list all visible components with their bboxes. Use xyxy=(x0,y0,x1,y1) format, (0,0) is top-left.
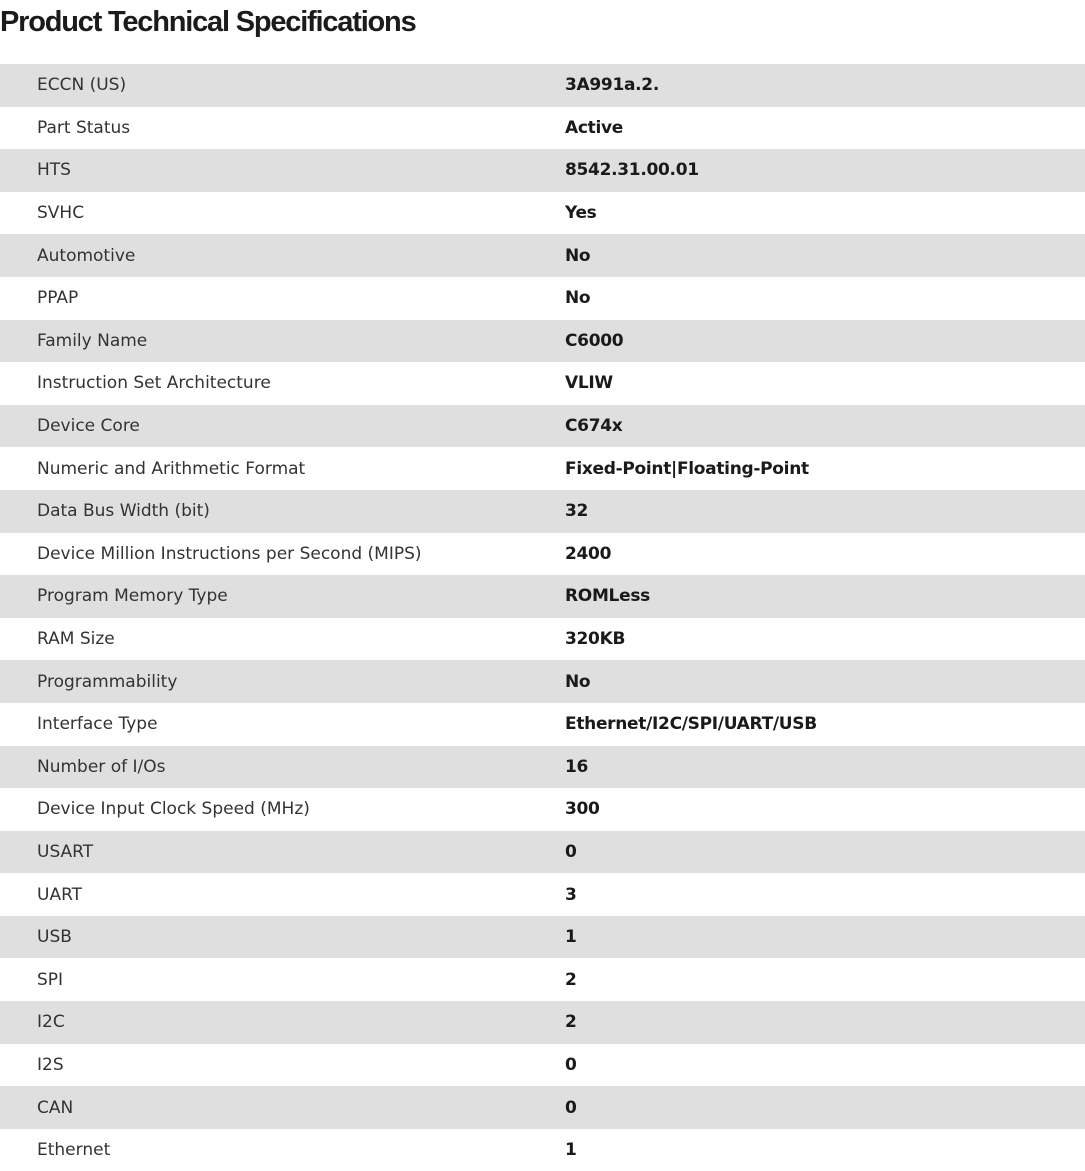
spec-value: Yes xyxy=(565,203,597,224)
spec-row xyxy=(0,831,1085,874)
spec-label: Interface Type xyxy=(37,714,158,735)
spec-label: Programmability xyxy=(37,671,178,692)
spec-label: USB xyxy=(37,927,72,948)
spec-label: Automotive xyxy=(37,245,136,266)
spec-label: I2C xyxy=(37,1012,65,1033)
spec-value: 300 xyxy=(565,799,600,820)
spec-label: I2S xyxy=(37,1054,64,1075)
spec-row xyxy=(0,362,1085,405)
spec-value: 3 xyxy=(565,884,577,905)
spec-row xyxy=(0,405,1085,448)
spec-value: 0 xyxy=(565,841,577,862)
spec-value: 0 xyxy=(565,1054,577,1075)
spec-value: 320KB xyxy=(565,629,626,650)
page-title: Product Technical Specifications xyxy=(0,6,416,38)
spec-label: Family Name xyxy=(37,330,148,351)
spec-value: 16 xyxy=(565,756,589,777)
spec-row xyxy=(0,1129,1085,1171)
spec-label: Data Bus Width (bit) xyxy=(37,501,210,522)
spec-label: PPAP xyxy=(37,288,79,309)
spec-row xyxy=(0,192,1085,235)
spec-label: UART xyxy=(37,884,83,905)
spec-label: Number of I/Os xyxy=(37,756,166,777)
spec-value: 2 xyxy=(565,969,577,990)
spec-value: No xyxy=(565,671,591,692)
spec-value: C6000 xyxy=(565,330,624,351)
spec-value: 2 xyxy=(565,1012,577,1033)
spec-row xyxy=(0,107,1085,150)
spec-label: CAN xyxy=(37,1097,74,1118)
spec-label: Part Status xyxy=(37,117,131,138)
spec-label: USART xyxy=(37,841,94,862)
spec-row xyxy=(0,447,1085,490)
spec-label: Program Memory Type xyxy=(37,586,228,607)
spec-value: C674x xyxy=(565,416,623,437)
spec-label: SVHC xyxy=(37,203,85,224)
spec-label: Device Million Instructions per Second (MIPS) xyxy=(37,543,422,564)
spec-value: Ethernet/I2C/SPI/UART/USB xyxy=(565,714,817,735)
spec-row xyxy=(0,149,1085,192)
spec-label: Device Input Clock Speed (MHz) xyxy=(37,799,310,820)
spec-value: 1 xyxy=(565,1140,577,1161)
spec-row xyxy=(0,916,1085,959)
spec-label: Ethernet xyxy=(37,1140,111,1161)
spec-value: No xyxy=(565,245,591,266)
spec-row xyxy=(0,873,1085,916)
spec-row xyxy=(0,703,1085,746)
spec-value: ROMLess xyxy=(565,586,650,607)
spec-value: Fixed-Point|Floating-Point xyxy=(565,458,809,479)
spec-value: Active xyxy=(565,117,623,138)
spec-value: 1 xyxy=(565,927,577,948)
spec-row xyxy=(0,320,1085,363)
spec-row xyxy=(0,234,1085,277)
spec-row xyxy=(0,64,1085,107)
spec-label: RAM Size xyxy=(37,629,115,650)
spec-row xyxy=(0,788,1085,831)
spec-value: 0 xyxy=(565,1097,577,1118)
spec-label: HTS xyxy=(37,160,71,181)
spec-row xyxy=(0,660,1085,703)
spec-value: 32 xyxy=(565,501,589,522)
spec-table xyxy=(0,64,1085,1171)
spec-table-body xyxy=(0,64,1085,1171)
spec-row xyxy=(0,958,1085,1001)
spec-row xyxy=(0,533,1085,576)
spec-label: ECCN (US) xyxy=(37,75,127,96)
spec-value: No xyxy=(565,288,591,309)
spec-row xyxy=(0,575,1085,618)
spec-label: Numeric and Arithmetic Format xyxy=(37,458,306,479)
spec-row xyxy=(0,1044,1085,1087)
spec-row xyxy=(0,1001,1085,1044)
spec-value: 2400 xyxy=(565,543,612,564)
spec-label: Device Core xyxy=(37,416,140,437)
spec-label: SPI xyxy=(37,969,64,990)
spec-value: VLIW xyxy=(565,373,613,394)
spec-value: 3A991a.2. xyxy=(565,75,659,96)
spec-row xyxy=(0,618,1085,661)
spec-row xyxy=(0,277,1085,320)
spec-label: Instruction Set Architecture xyxy=(37,373,271,394)
spec-row xyxy=(0,746,1085,789)
spec-row xyxy=(0,490,1085,533)
spec-row xyxy=(0,1086,1085,1129)
spec-value: 8542.31.00.01 xyxy=(565,160,699,181)
